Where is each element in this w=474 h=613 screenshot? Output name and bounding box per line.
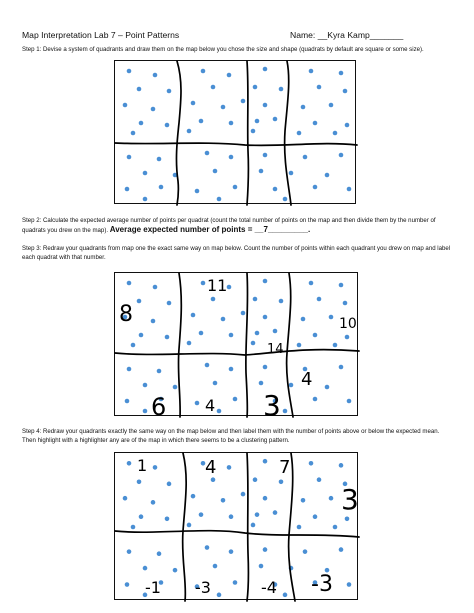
map-3-label-q4: 3 [341,483,359,516]
step-2-instructions [22,216,454,235]
map-2-count-q5: 6 [151,393,167,421]
map-2-count-q7: 3 [263,389,281,422]
name-label: Name: [290,30,316,40]
map-2-count-q6: 4 [205,396,216,415]
map-3-label-q5: -1 [145,578,161,597]
map-2-count-q2: 11 [207,276,228,295]
step-1-instructions: Step 1: Devise a system of quadrants and draw them on the map below you chose the size and shape (quadrats by default are square or some size). [22,46,424,53]
map-2-quadrat-lines [115,273,359,422]
name-field [290,30,403,40]
map-3-label-q2: 4 [205,457,217,478]
map-3-label-q1: 1 [137,456,148,475]
step-3-instructions: Step 3: Redraw your quadrants from map one the exact same way on map below. Count the number of points within each quadrant you drew on map and label each quadrat with that number. [22,245,451,261]
map-2-count-q8: 4 [301,369,313,390]
step-2-text: Step 2: Calculate the expected average number of points per quadrat (count the total number of points on the map and then divide them by the number of quadrats you drew on the map). [22,217,436,234]
map-3 [114,452,358,600]
step-4-instructions: Step 4: Redraw your quadrants exactly the same way on the map below and then label them with the number of points above or below the expected mean. Then highlight with a highlighter any are of the map in which there seems to be a clustering pattern. [22,428,440,444]
map-3-label-q3: 7 [279,457,291,478]
map-1-quadrat-lines [115,61,357,205]
map-3-quadrat-lines [115,453,359,601]
map-2 [114,272,358,422]
map-3-label-q6: -3 [195,578,211,597]
map-2-count-q3: 10 [339,316,357,332]
map-2-count-q4: 14 [267,342,284,357]
map-1 [114,60,356,204]
map-3-label-q7: -4 [261,578,277,597]
map-3-label-q8: -3 [311,572,333,597]
map-2-count-q1: 8 [119,302,133,327]
name-value: __Kyra Kamp_______ [317,30,404,40]
page-title: Map Interpretation Lab 7 – Point Patterns [22,30,180,40]
expected-mean-answer: Average expected number of points = __7_________. [109,225,311,234]
